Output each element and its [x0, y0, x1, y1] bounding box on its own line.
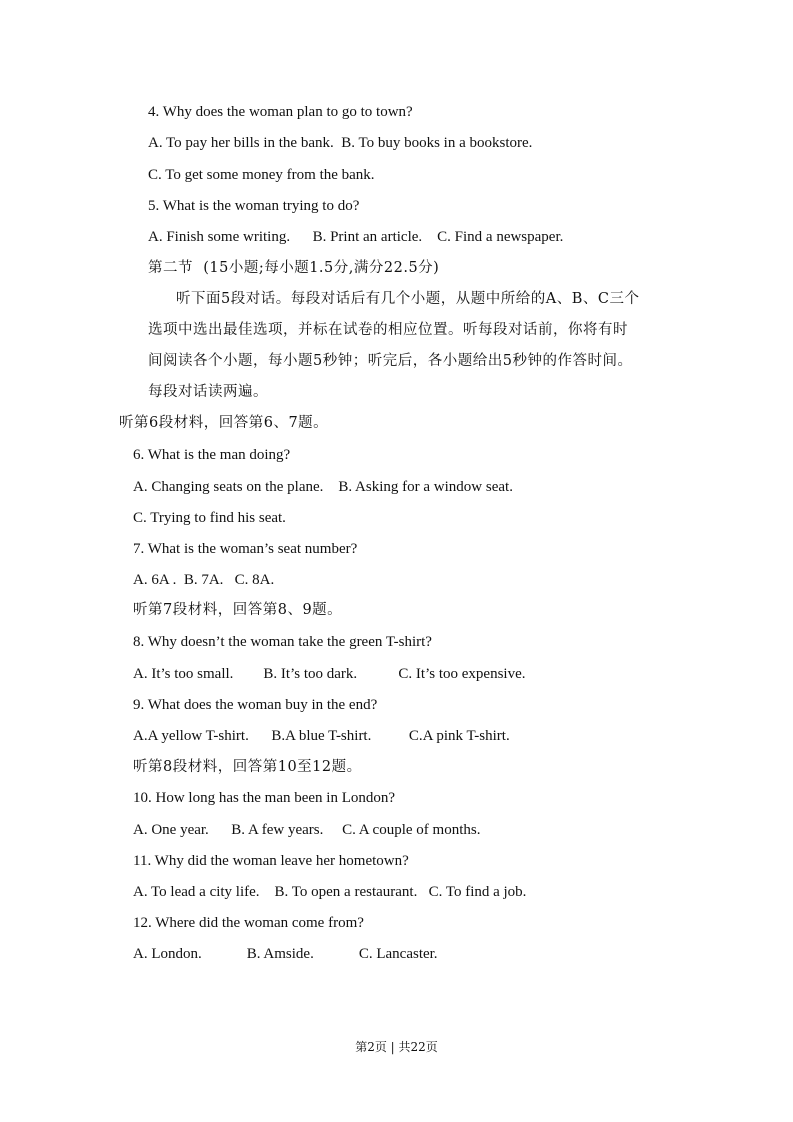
page-footer: 第2页 | 共22页 [355, 1040, 438, 1054]
question-8-options: A. It’s too small. B. It’s too dark. C. It’s too expensive. [133, 666, 526, 682]
question-12-options: A. London. B. Amside. C. Lancaster. [133, 946, 438, 962]
instructions-line-3: 间阅读各个小题，每小题5秒钟；听完后，各小题给出5秒钟的作答时间。 [148, 353, 633, 369]
question-4-option-c: C. To get some money from the bank. [148, 167, 375, 183]
question-11-options: A. To lead a city life. B. To open a restaurant. C. To find a job. [133, 884, 527, 900]
question-12: 12. Where did the woman come from? [133, 915, 364, 931]
material-7-heading: 听第7段材料，回答第8、9题。 [133, 602, 343, 618]
question-6-options-ab: A. Changing seats on the plane. B. Asking for a window seat. [133, 479, 513, 495]
material-8-heading: 听第8段材料，回答第10至12题。 [133, 759, 362, 775]
question-7: 7. What is the woman’s seat number? [133, 541, 358, 557]
question-10: 10. How long has the man been in London? [133, 790, 396, 806]
question-4: 4. Why does the woman plan to go to town? [148, 104, 413, 120]
question-5: 5. What is the woman trying to do? [148, 198, 360, 214]
question-6: 6. What is the man doing? [133, 447, 291, 463]
instructions-line-2: 选项中选出最佳选项，并标在试卷的相应位置。听每段对话前，你将有时 [148, 322, 628, 338]
question-9: 9. What does the woman buy in the end? [133, 697, 378, 713]
instructions-line-1: 听下面5段对话。每段对话后有几个小题，从题中所给的A、B、C三个 [176, 291, 640, 307]
section-heading: 第二节 (15小题;每小题1.5分,满分22.5分) [148, 260, 440, 276]
material-6-heading: 听第6段材料，回答第6、7题。 [119, 415, 329, 431]
question-7-options: A. 6A . B. 7A. C. 8A. [133, 572, 275, 588]
question-8: 8. Why doesn’t the woman take the green T-shirt? [133, 634, 432, 650]
instructions-line-4: 每段对话读两遍。 [148, 384, 268, 400]
question-4-options-ab: A. To pay her bills in the bank. B. To buy books in a bookstore. [148, 135, 533, 151]
question-9-options: A.A yellow T-shirt. B.A blue T-shirt. C.A pink T-shirt. [133, 728, 510, 744]
question-11: 11. Why did the woman leave her hometown? [133, 853, 409, 869]
question-6-option-c: C. Trying to find his seat. [133, 510, 286, 526]
question-5-options: A. Finish some writing. B. Print an article. C. Find a newspaper. [148, 229, 564, 245]
question-10-options: A. One year. B. A few years. C. A couple of months. [133, 822, 481, 838]
